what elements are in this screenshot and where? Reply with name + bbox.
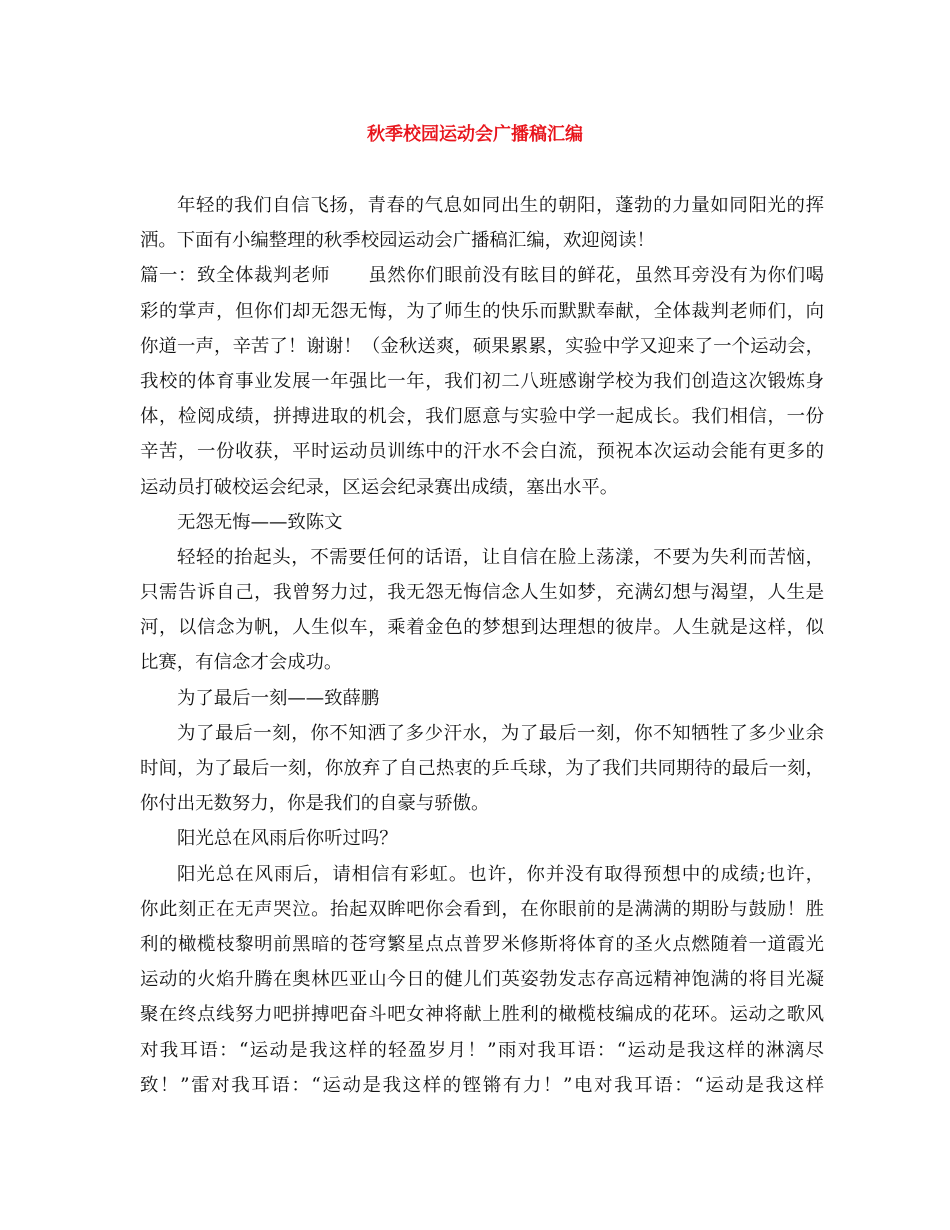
body-line: 运动员打破校运会纪录，区运会纪录赛出成绩，塞出水平。 [140, 476, 619, 498]
section-heading: 无怨无悔——致陈文 [177, 511, 343, 533]
document-body [140, 188, 824, 1103]
body-line: 轻轻的抬起头，不需要任何的话语，让自信在脸上荡漾，不要为失利而苦恼， [177, 546, 824, 568]
body-line: 年轻的我们自信飞扬，青春的气息如同出生的朝阳，蓬勃的力量如同阳光的挥 [177, 195, 824, 216]
body-line: 为了最后一刻，你不知洒了多少汗水，为了最后一刻，你不知牺牲了多少业余 [177, 722, 824, 744]
body-line: 聚在终点线努力吧拼搏吧奋斗吧女神将献上胜利的橄榄枝编成的花环。运动之歌风 [140, 1004, 824, 1026]
body-line: 阳光总在风雨后，请相信有彩虹。也许，你并没有取得预想中的成绩;也许， [177, 863, 824, 885]
body-line: 你道一声，辛苦了！谢谢！（金秋送爽，硕果累累，实验中学又迎来了一个运动会， [140, 335, 824, 357]
body-line: 彩的掌声，但你们却无怨无悔，为了师生的快乐而默默奉献，全体裁判老师们，向 [140, 300, 824, 322]
body-line: 体，检阅成绩，拼搏进取的机会，我们愿意与实验中学一起成长。我们相信，一份 [140, 406, 824, 428]
section-heading: 为了最后一刻——致薛鹏 [177, 687, 380, 709]
body-line: 洒。下面有小编整理的秋季校园运动会广播稿汇编，欢迎阅读！ [140, 230, 655, 252]
body-line: 对我耳语：“运动是我这样的轻盈岁月！”雨对我耳语：“运动是我这样的淋漓尽 [140, 1039, 824, 1061]
body-line: 河，以信念为帆，人生似车，乘着金色的梦想到达理想的彼岸。人生就是这样，似 [140, 617, 824, 639]
section-heading: 阳光总在风雨后你听过吗？ [177, 828, 398, 850]
body-line: 只需告诉自己，我曾努力过，我无怨无悔信念人生如梦，充满幻想与渴望，人生是 [140, 582, 824, 604]
body-line: 辛苦，一份收获，平时运动员训练中的汗水不会白流，预祝本次运动会能有更多的 [140, 441, 824, 463]
body-line: 致！”雷对我耳语：“运动是我这样的铿锵有力！”电对我耳语：“运动是我这样 [140, 1074, 824, 1096]
document-title: 秋季校园运动会广播稿汇编 [367, 124, 583, 145]
body-line: 利的橄榄枝黎明前黑暗的苍穹繁星点点普罗米修斯将体育的圣火点燃随着一道霞光 [140, 933, 824, 955]
body-line: 你此刻正在无声哭泣。抬起双眸吧你会看到，在你眼前的是满满的期盼与鼓励！胜 [140, 898, 824, 920]
body-line: 篇一：致全体裁判老师 虽然你们眼前没有眩目的鲜花，虽然耳旁没有为你们喝 [140, 265, 824, 287]
body-line: 我校的体育事业发展一年强比一年，我们初二八班感谢学校为我们创造这次锻炼身 [140, 370, 824, 392]
body-line: 你付出无数努力，你是我们的自豪与骄傲。 [140, 793, 490, 815]
body-line: 运动的火焰升腾在奥林匹亚山今日的健儿们英姿勃发志存高远精神饱满的将目光凝 [140, 969, 824, 991]
body-line: 时间，为了最后一刻，你放弃了自己热衷的乒乓球，为了我们共同期待的最后一刻， [140, 758, 824, 779]
body-line: 比赛，有信念才会成功。 [140, 652, 343, 674]
